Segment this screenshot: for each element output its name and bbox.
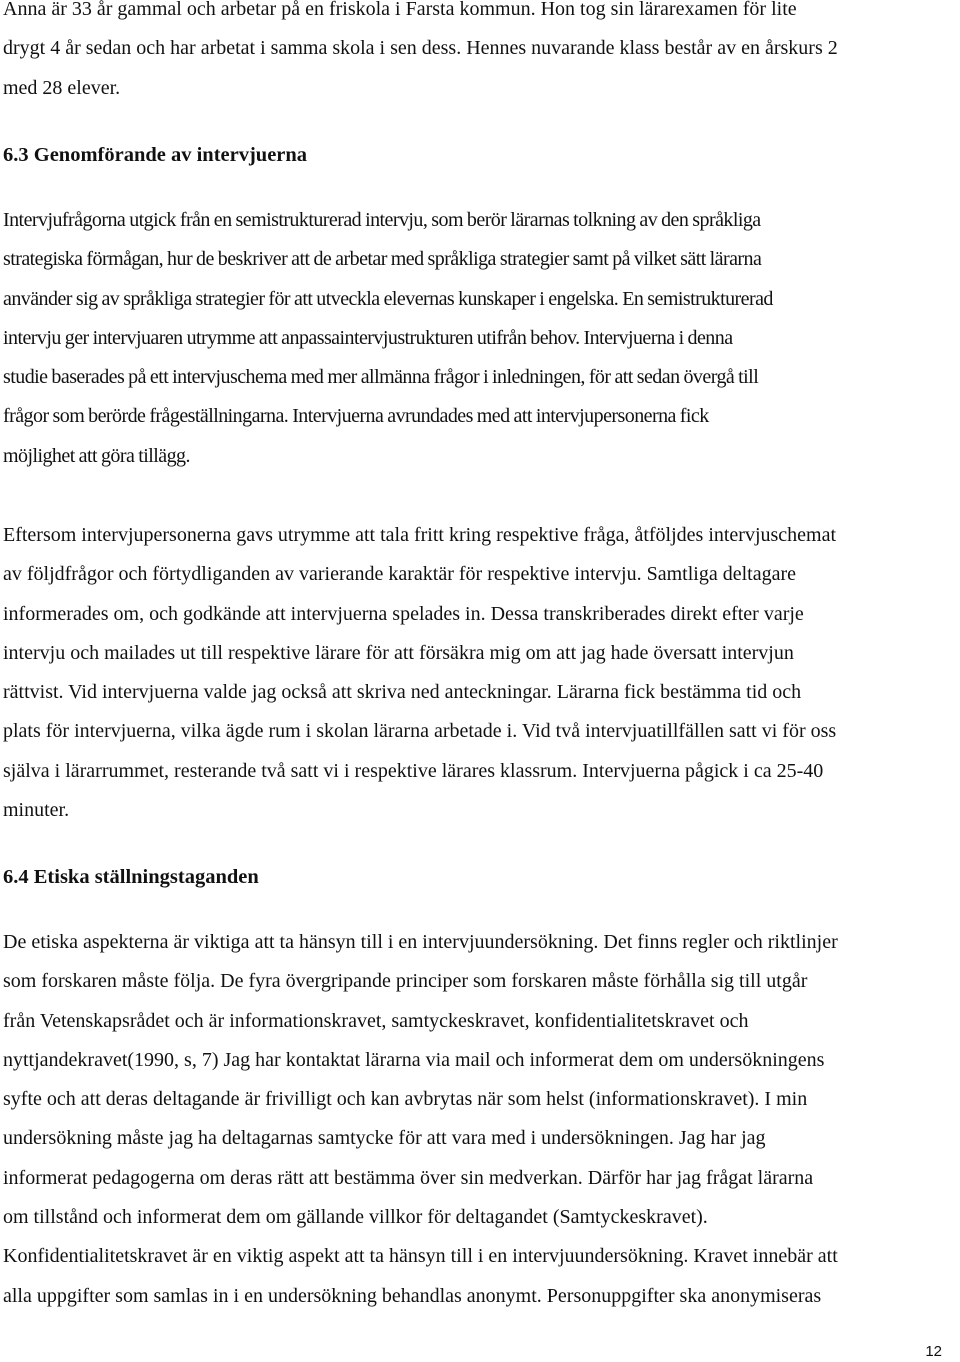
text-line: intervju ger intervjuaren utrymme att anpassaintervjustrukturen utifrån behov. Intervjuerna i denna	[3, 326, 733, 349]
section-6-3-paragraph-1	[3, 201, 955, 476]
text-line: Eftersom intervjupersonerna gavs utrymme att tala fritt kring respektive fråga, åtföljdes intervjuschemat	[3, 524, 837, 546]
text-line: intervju och mailades ut till respektive lärare för att försäkra mig om att jag hade översatt intervjun	[3, 641, 794, 664]
text-line: Konfidentialitetskravet är en viktig aspekt att ta hänsyn till i en intervjuundersökning. Kravet innebär att	[3, 1245, 838, 1268]
text-line: rättvist. Vid intervjuerna valde jag också att skriva ned anteckningar. Lärarna fick bestämma tid och	[3, 681, 802, 704]
text-line: alla uppgifter som samlas in i en undersökning behandlas anonymt. Personuppgifter ska anonymiseras	[3, 1284, 822, 1307]
text-line: själva i lärarrummet, resterande två satt vi i respektive lärares klassrum. Intervjuerna pågick i ca 25-40	[3, 759, 824, 782]
text-line: om tillstånd och informerat dem om gällande villkor för deltagandet (Samtyckeskravet).	[3, 1206, 708, 1229]
text-line: Anna är 33 år gammal och arbetar på en friskola i Farsta kommun. Hon tog sin lärarexamen för lite	[3, 0, 797, 20]
text-line: av följdfrågor och förtydliganden av varierande karaktär för respektive intervju. Samtliga deltagare	[3, 563, 796, 586]
text-line: använder sig av språkliga strategier för att utveckla elevernas kunskaper i engelska. En semistrukturerad	[3, 287, 773, 310]
text-line: syfte och att deras deltagande är frivilligt och kan avbrytas när som helst (informationskravet). I min	[3, 1088, 808, 1111]
section-heading-6-4: 6.4 Etiska ställningstaganden	[3, 866, 259, 888]
text-line: strategiska förmågan, hur de beskriver att de arbetar med språkliga strategier samt på vilket sätt lärarna	[3, 248, 762, 271]
text-line: informerades om, och godkände att intervjuerna spelades in. Dessa transkriberades direkt efter varje	[3, 602, 804, 625]
text-line: minuter.	[3, 799, 70, 822]
text-line: nyttjandekravet(1990, s, 7) Jag har kontaktat lärarna via mail och informerat dem om undersökningens	[3, 1048, 825, 1071]
text-line: drygt 4 år sedan och har arbetat i samma skola i sen dess. Hennes nuvarande klass består av en årskurs 2	[3, 37, 838, 60]
text-line: från Vetenskapsrådet och är informationskravet, samtyckeskravet, konfidentialitetskravet och	[3, 1009, 749, 1032]
section-6-4-paragraph-1	[3, 923, 955, 1316]
intro-paragraph	[3, 0, 955, 108]
text-line: De etiska aspekterna är viktiga att ta hänsyn till i en intervjuundersökning. Det finns regler och riktlinjer	[3, 931, 838, 953]
section-heading-6-3: 6.3 Genomförande av intervjuerna	[3, 144, 308, 166]
text-line: plats för intervjuerna, vilka ägde rum i skolan lärarna arbetade i. Vid två intervjuatillfällen satt vi för oss	[3, 720, 837, 743]
text-line: informerat pedagogerna om deras rätt att bestämma över sin medverkan. Därför har jag frågat lärarna	[3, 1166, 814, 1189]
text-line: frågor som berörde frågeställningarna. Intervjuerna avrundades med att intervjupersonerna fick	[3, 405, 709, 428]
text-line: som forskaren måste följa. De fyra övergripande principer som forskaren måste förhålla sig till utgår	[3, 970, 808, 993]
text-line: studie baserades på ett intervjuschema med mer allmänna frågor i inledningen, för att sedan övergå till	[3, 366, 759, 389]
page-number: 12	[925, 1343, 942, 1360]
text-line: möjlighet att göra tillägg.	[3, 444, 190, 467]
text-line: med 28 elever.	[3, 76, 121, 99]
text-line: Intervjufrågorna utgick från en semistrukturerad intervju, som berör lärarnas tolkning av den språkliga	[3, 209, 761, 231]
section-6-3-paragraph-2	[3, 516, 955, 830]
text-line: undersökning måste jag ha deltagarnas samtycke för att vara med i undersökningen. Jag har jag	[3, 1127, 766, 1150]
